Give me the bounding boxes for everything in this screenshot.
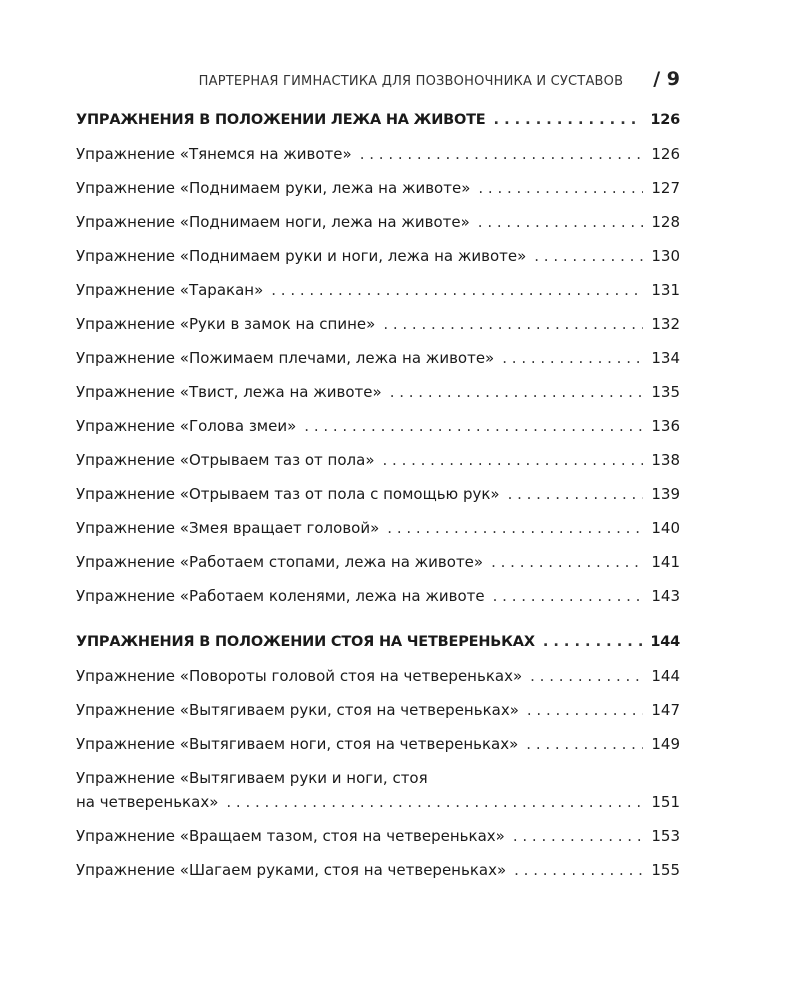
- dot-leader: [304, 416, 643, 436]
- dot-leader: [514, 860, 643, 880]
- toc-entry[interactable]: Упражнение «Вытягиваем ноги, стоя на четвереньках» . . . 149: [76, 734, 680, 768]
- dot-leader: [226, 792, 643, 812]
- toc-entry[interactable]: Упражнение «Змея вращает головой» . . . 140: [76, 518, 680, 552]
- toc-entry[interactable]: Упражнение «Таракан» . . . 131: [76, 280, 680, 314]
- running-header: [76, 68, 680, 90]
- section-heading[interactable]: УПРАЖНЕНИЯ В ПОЛОЖЕНИИ ЛЕЖА НА ЖИВОТЕ . . . 126: [76, 110, 680, 144]
- toc-entry-line1: Упражнение «Вытягиваем руки и ноги, стоя: [76, 769, 428, 787]
- toc-entry[interactable]: Упражнение «Отрываем таз от пола с помощью рук» . . . 139: [76, 484, 680, 518]
- dot-leader: [494, 110, 643, 130]
- toc-entry[interactable]: Упражнение «Поднимаем руки, лежа на животе» . . . 127: [76, 178, 680, 212]
- dot-leader: [543, 632, 643, 652]
- running-title: ПАРТЕРНАЯ ГИМНАСТИКА ДЛЯ ПОЗВОНОЧНИКА И СУСТАВОВ: [198, 74, 624, 89]
- toc-entry[interactable]: [76, 768, 680, 812]
- page-number: / 9: [653, 68, 680, 90]
- dot-leader: [513, 826, 644, 846]
- dot-leader: [387, 518, 643, 538]
- toc-entry-line2: на четвереньках» . . . 151: [76, 792, 680, 812]
- toc-entry[interactable]: Упражнение «Работаем стопами, лежа на животе» . . . 141: [76, 552, 680, 586]
- toc-entry[interactable]: Упражнение «Голова змеи» . . . 136: [76, 416, 680, 450]
- dot-leader: [534, 246, 643, 266]
- dot-leader: [360, 144, 644, 164]
- toc-entry[interactable]: Упражнение «Работаем коленями, лежа на животе . . . 143: [76, 586, 680, 620]
- section-gap: [76, 620, 680, 632]
- dot-leader: [491, 552, 643, 572]
- table-of-contents: [76, 110, 680, 894]
- toc-entry[interactable]: Упражнение «Поднимаем ноги, лежа на животе» . . . 128: [76, 212, 680, 246]
- toc-entry[interactable]: Упражнение «Вытягиваем руки, стоя на четвереньках» . . . 147: [76, 700, 680, 734]
- section-heading[interactable]: УПРАЖНЕНИЯ В ПОЛОЖЕНИИ СТОЯ НА ЧЕТВЕРЕНЬКАХ . . . 144: [76, 632, 680, 666]
- dot-leader: [508, 484, 644, 504]
- toc-entry[interactable]: Упражнение «Вращаем тазом, стоя на четвереньках» . . . 153: [76, 826, 680, 860]
- dot-leader: [502, 348, 643, 368]
- toc-entry[interactable]: Упражнение «Пожимаем плечами, лежа на животе» . . . 134: [76, 348, 680, 382]
- dot-leader: [478, 178, 643, 198]
- toc-entry[interactable]: Упражнение «Повороты головой стоя на четвереньках» . . . 144: [76, 666, 680, 700]
- dot-leader: [383, 450, 644, 470]
- dot-leader: [530, 666, 643, 686]
- dot-leader: [493, 586, 644, 606]
- toc-entry[interactable]: Упражнение «Шагаем руками, стоя на четвереньках» . . . 155: [76, 860, 680, 894]
- toc-entry[interactable]: Упражнение «Руки в замок на спине» . . . 132: [76, 314, 680, 348]
- dot-leader: [383, 314, 643, 334]
- toc-entry[interactable]: Упражнение «Поднимаем руки и ноги, лежа на животе» . . . 130: [76, 246, 680, 280]
- dot-leader: [478, 212, 644, 232]
- toc-entry[interactable]: Упражнение «Твист, лежа на животе» . . . 135: [76, 382, 680, 416]
- dot-leader: [271, 280, 643, 300]
- toc-entry[interactable]: Упражнение «Тянемся на животе» . . . 126: [76, 144, 680, 178]
- toc-entry[interactable]: Упражнение «Отрываем таз от пола» . . . 138: [76, 450, 680, 484]
- dot-leader: [526, 734, 643, 754]
- dot-leader: [390, 382, 644, 402]
- dot-leader: [527, 700, 643, 720]
